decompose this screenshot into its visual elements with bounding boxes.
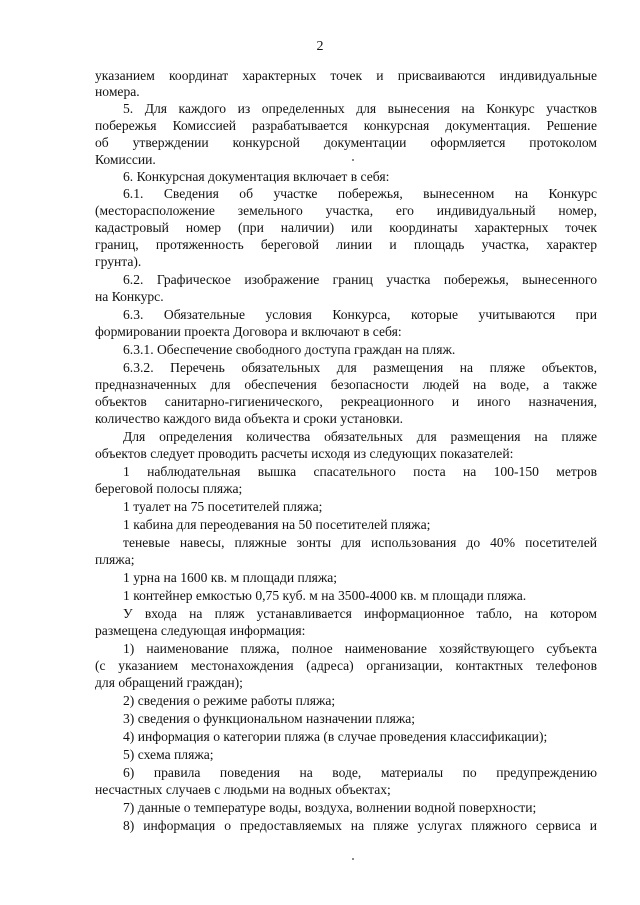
text-line: кадастровый номер (при наличии) или координаты характерных точек bbox=[95, 220, 597, 235]
text-line: несчастных случаев с людьми на водных объектах; bbox=[95, 782, 391, 797]
text-line: объектов следует проводить расчеты исходя из следующих показателей: bbox=[95, 446, 514, 461]
text-line: 1) наименование пляжа, полное наименование хозяйствующего субъекта bbox=[123, 641, 597, 656]
text-line: 5) схема пляжа; bbox=[123, 747, 214, 762]
text-line: объектов санитарно-гигиенического, рекреационного и иного назначения, bbox=[95, 394, 597, 409]
text-line: об утверждении конкурсной документации оформляется протоколом bbox=[95, 135, 597, 150]
text-line: грунта). bbox=[95, 254, 142, 269]
text-line: предназначенных для обеспечения безопасности людей на воде, а также bbox=[95, 377, 597, 392]
text-line: на Конкурс. bbox=[95, 289, 164, 304]
text-line: 1 контейнер емкостью 0,75 куб. м на 3500-4000 кв. м площади пляжа. bbox=[123, 588, 527, 603]
text-line: количество каждого вида объекта и сроки установки. bbox=[95, 411, 404, 426]
text-line: для обращений граждан); bbox=[95, 675, 243, 690]
text-line: Комиссии. bbox=[95, 152, 156, 167]
text-line: 2) сведения о режиме работы пляжа; bbox=[123, 693, 336, 708]
text-line: 6.2. Графическое изображение границ участка побережья, вынесенного bbox=[123, 272, 597, 287]
text-line: 6.3. Обязательные условия Конкурса, которые учитываются при bbox=[123, 307, 597, 322]
scan-speck bbox=[352, 159, 354, 161]
text-line: 8) информация о предоставляемых на пляже услугах пляжного сервиса и bbox=[123, 818, 597, 833]
text-line: указанием координат характерных точек и присваиваются индивидуальные bbox=[95, 68, 597, 83]
text-line: Для определения количества обязательных для размещения на пляже bbox=[123, 429, 597, 444]
text-line: 4) информация о категории пляжа (в случае проведения классификации); bbox=[123, 729, 548, 744]
text-line: 7) данные о температуре воды, воздуха, волнении водной поверхности; bbox=[123, 800, 537, 815]
text-line: формировании проекта Договора и включают в себя: bbox=[95, 324, 402, 339]
text-line: 1 урна на 1600 кв. м площади пляжа; bbox=[123, 570, 338, 585]
text-line: береговой полосы пляжа; bbox=[95, 481, 243, 496]
text-line: 6.3.1. Обеспечение свободного доступа граждан на пляж. bbox=[123, 342, 456, 357]
text-line: номера. bbox=[95, 84, 140, 99]
text-line: размещена следующая информация: bbox=[95, 623, 306, 638]
text-line: побережья Комиссией разрабатывается конкурсная документация. Решение bbox=[95, 118, 597, 133]
text-line: теневые навесы, пляжные зонты для использования до 40% посетителей bbox=[123, 535, 597, 550]
text-line: 1 наблюдательная вышка спасательного поста на 100-150 метров bbox=[123, 464, 597, 479]
text-line: 6) правила поведения на воде, материалы по предупреждению bbox=[123, 765, 597, 780]
text-line: 6.3.2. Перечень обязательных для размещения на пляже объектов, bbox=[123, 360, 597, 375]
text-line: 1 кабина для переодевания на 50 посетителей пляжа; bbox=[123, 517, 431, 532]
text-line: 5. Для каждого из определенных для вынесения на Конкурс участков bbox=[123, 101, 597, 116]
text-line: 3) сведения о функциональном назначении пляжа; bbox=[123, 711, 416, 726]
text-line: 1 туалет на 75 посетителей пляжа; bbox=[123, 499, 323, 514]
text-line: У входа на пляж устанавливается информационное табло, на котором bbox=[123, 606, 597, 621]
text-line: пляжа; bbox=[95, 552, 135, 567]
scan-speck bbox=[352, 858, 354, 860]
page-number: 2 bbox=[316, 39, 324, 54]
text-line: (с указанием местонахождения (адреса) организации, контактных телефонов bbox=[95, 658, 597, 673]
text-line: 6. Конкурсная документация включает в себя: bbox=[123, 169, 390, 184]
text-line: границ, протяженность береговой линии и площадь участка, характер bbox=[95, 237, 597, 252]
text-line: (месторасположение земельного участка, его индивидуальный номер, bbox=[95, 203, 597, 218]
text-line: 6.1. Сведения об участке побережья, вынесенном на Конкурс bbox=[123, 186, 597, 201]
